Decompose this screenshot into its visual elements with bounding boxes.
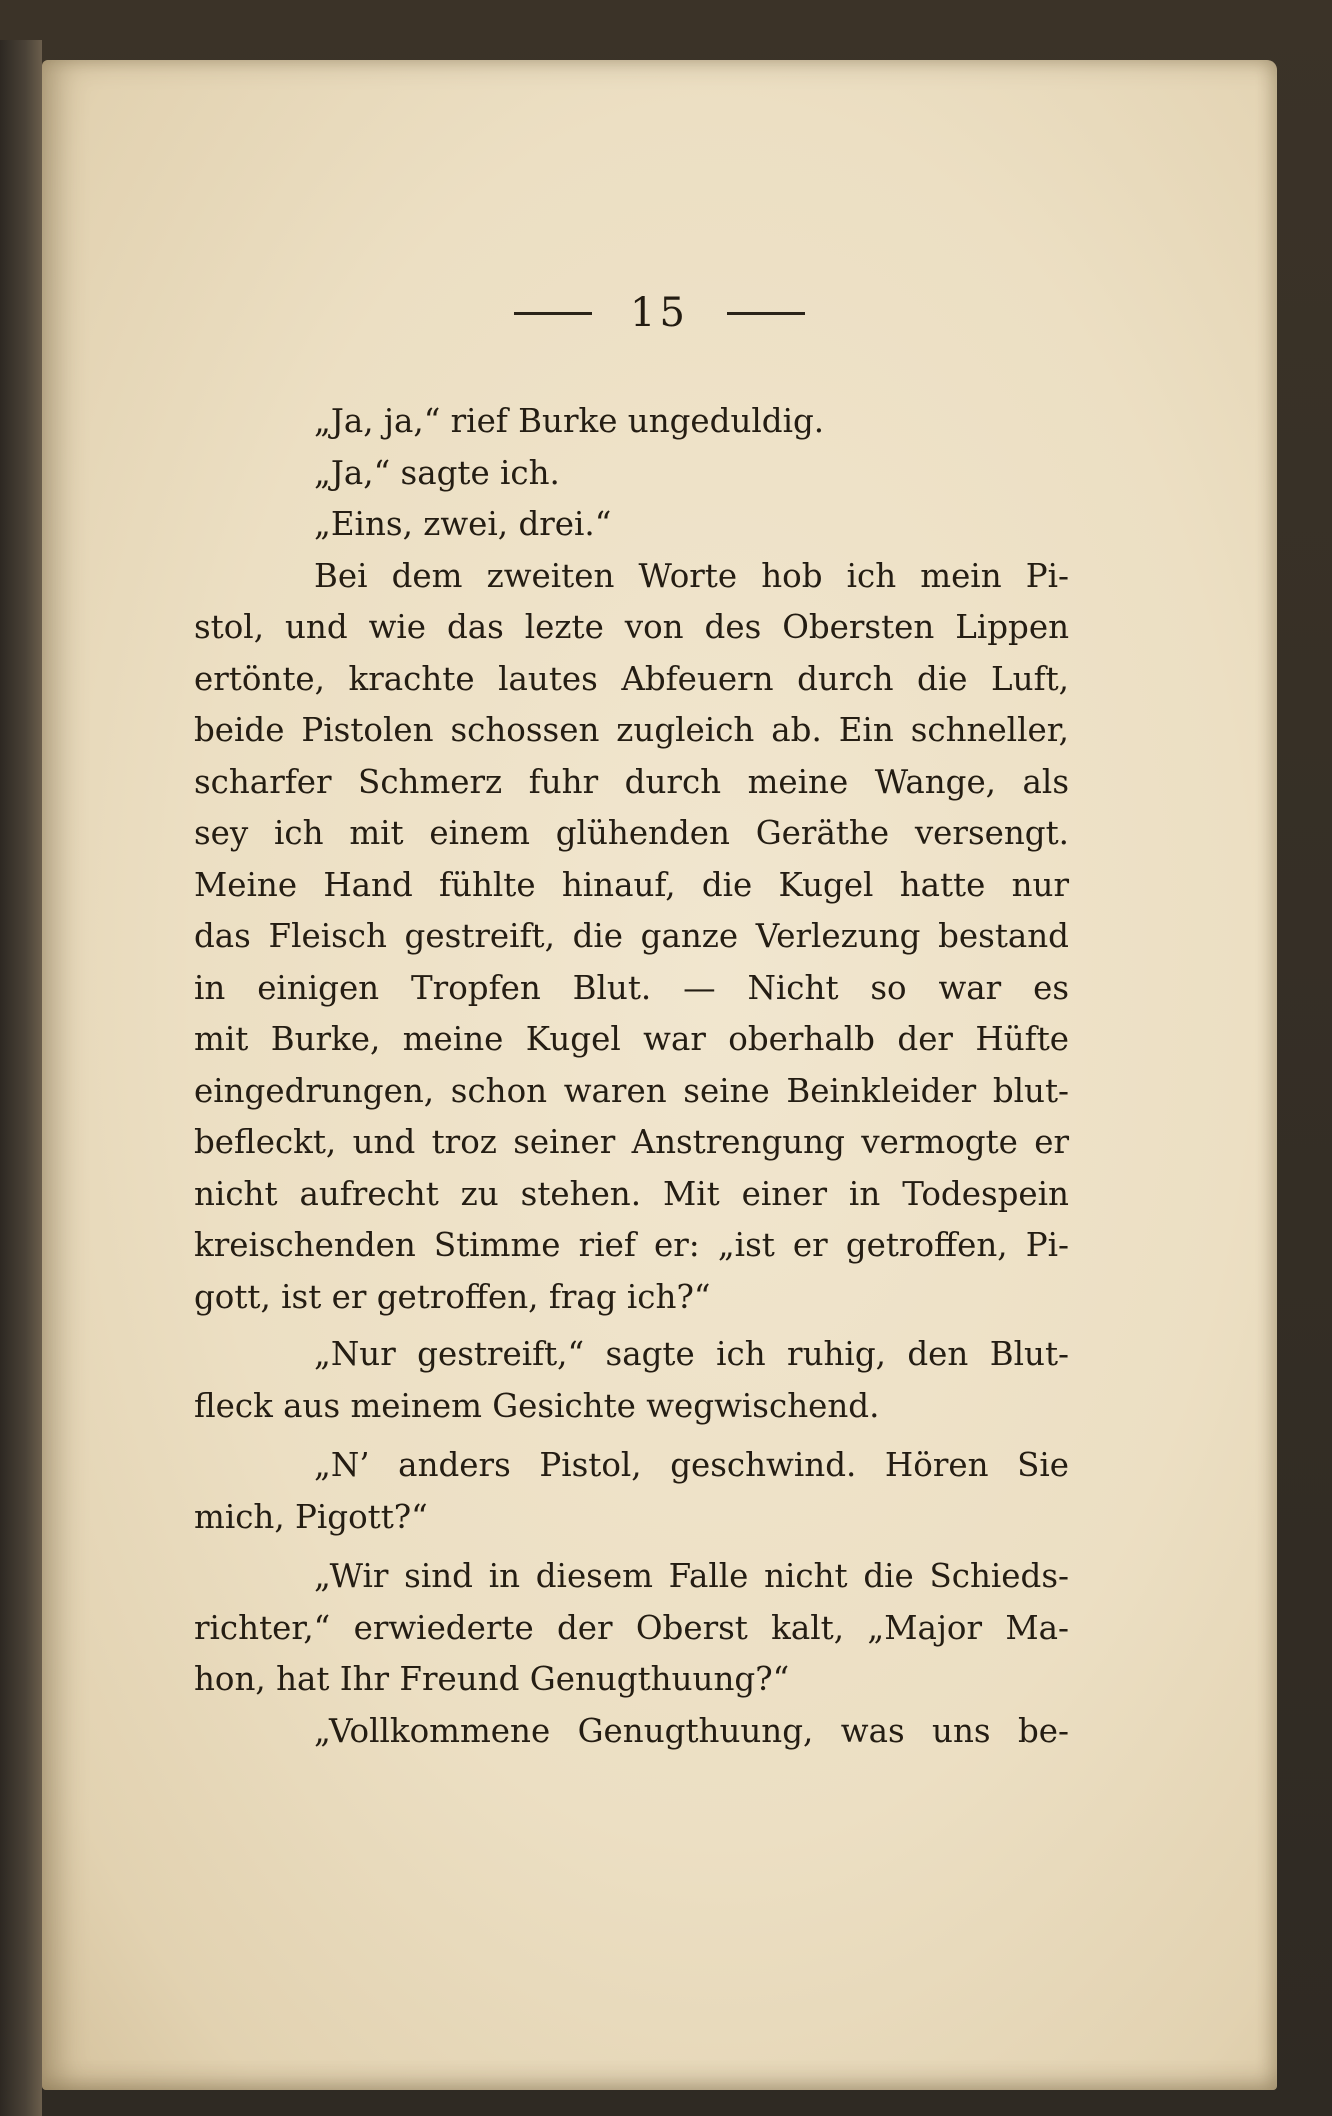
text-line: „Ja, ja,“ rief Burke ungeduldig. bbox=[314, 402, 825, 440]
text-line: beide Pistolen schossen zugleich ab. Ein schneller, bbox=[194, 711, 1069, 749]
body-text bbox=[194, 396, 1069, 1757]
text-line: scharfer Schmerz fuhr durch meine Wange, als bbox=[194, 762, 1069, 801]
text-line: richter,“ erwiederte der Oberst kalt, „Major Ma- bbox=[194, 1608, 1069, 1647]
text-line: kreischenden Stimme rief er: „ist er getroffen, Pi- bbox=[194, 1226, 1069, 1264]
text-line: Bei dem zweiten Worte hob ich mein Pi- bbox=[314, 556, 1069, 595]
text-line: sey ich mit einem glühenden Geräthe versengt. bbox=[194, 814, 1069, 852]
text-line: nicht aufrecht zu stehen. Mit einer in Todespein bbox=[194, 1174, 1069, 1213]
page-header bbox=[42, 290, 1277, 336]
text-line: stol, und wie das lezte von des Obersten Lippen bbox=[194, 608, 1069, 646]
page-number: 15 bbox=[630, 290, 689, 336]
text-line: fleck aus meinem Gesichte wegwischend. bbox=[194, 1386, 880, 1425]
header-rule-left bbox=[514, 312, 592, 315]
text-line: hon, hat Ihr Freund Genugthuung?“ bbox=[194, 1660, 790, 1698]
book-page bbox=[42, 60, 1277, 2090]
text-line: „N’ anders Pistol, geschwind. Hören Sie bbox=[314, 1446, 1069, 1484]
text-line: „Eins, zwei, drei.“ bbox=[314, 505, 612, 543]
text-line: „Wir sind in diesem Falle nicht die Schieds- bbox=[314, 1557, 1069, 1595]
text-line: mit Burke, meine Kugel war oberhalb der Hüfte bbox=[194, 1020, 1069, 1058]
header-rule-right bbox=[727, 312, 805, 315]
text-line: „Vollkommene Genugthuung, was uns be- bbox=[314, 1711, 1069, 1750]
text-line: eingedrungen, schon waren seine Beinkleider blut- bbox=[194, 1071, 1069, 1110]
text-line: Meine Hand fühlte hinauf, die Kugel hatte nur bbox=[194, 865, 1069, 904]
text-line: befleckt, und troz seiner Anstrengung vermogte er bbox=[194, 1123, 1069, 1161]
left-page-edge bbox=[0, 40, 42, 2116]
text-line: „Ja,“ sagte ich. bbox=[314, 453, 560, 492]
text-line: das Fleisch gestreift, die ganze Verlezung bestand bbox=[194, 917, 1069, 955]
text-line: mich, Pigott?“ bbox=[194, 1497, 428, 1536]
text-line: gott, ist er getroffen, frag ich?“ bbox=[194, 1277, 711, 1316]
text-line: ertönte, krachte lautes Abfeuern durch die Luft, bbox=[194, 659, 1069, 698]
text-line: „Nur gestreift,“ sagte ich ruhig, den Blut- bbox=[314, 1335, 1069, 1373]
text-line: in einigen Tropfen Blut. — Nicht so war es bbox=[194, 968, 1069, 1007]
